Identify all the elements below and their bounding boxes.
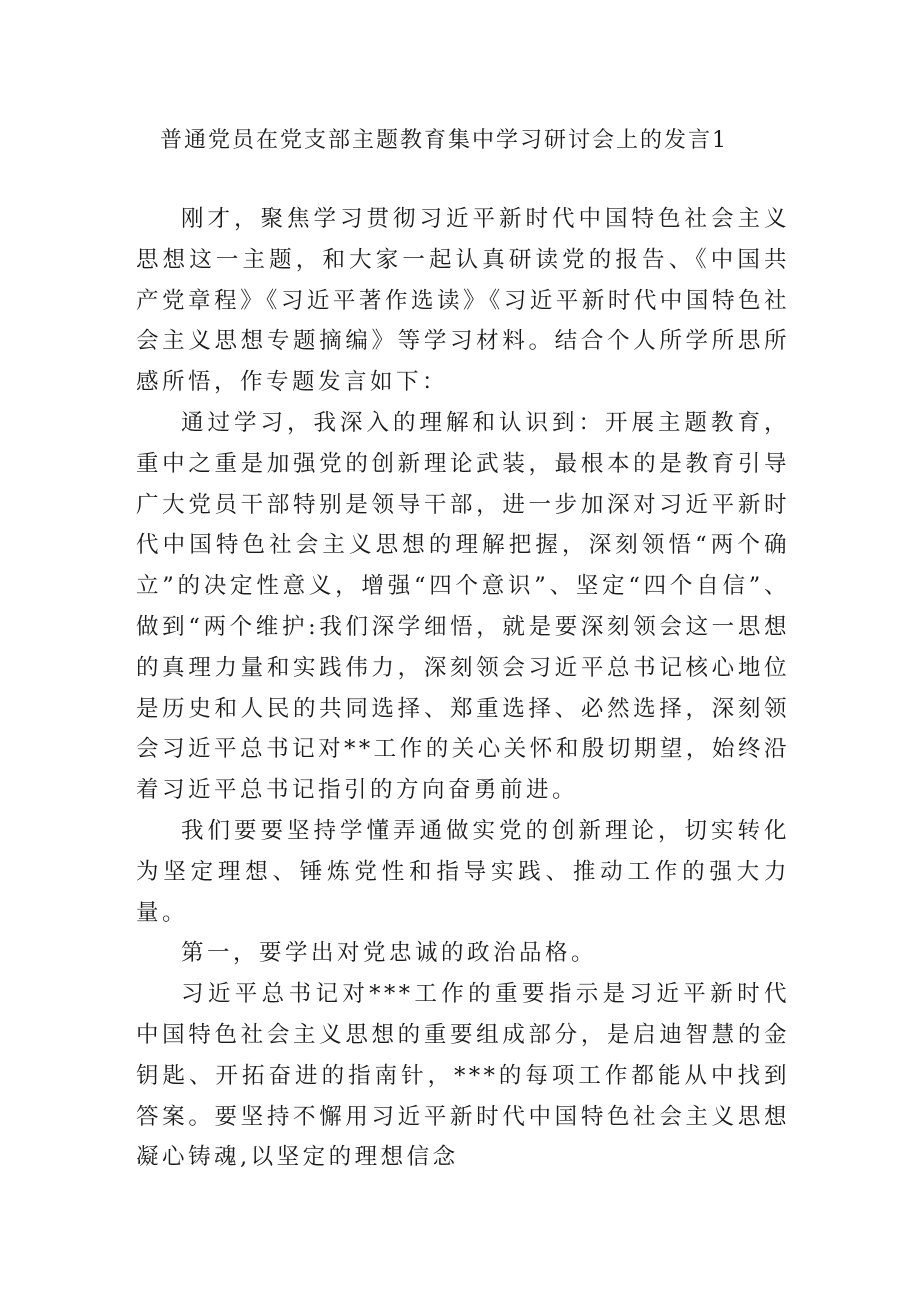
paragraph-commitment: 我们要要坚持学懂弄通做实党的创新理论，切实转化为坚定理想、锤炼党性和指导实践、推动工作的强大力量。	[136, 817, 790, 926]
paragraph-understanding: 通过学习，我深入的理解和认识到：开展主题教育，重中之重是加强党的创新理论武装，最根本的是教育引导广大党员干部特别是领导干部，进一步加深对习近平新时代中国特色社会主义思想的理解把握，深刻领悟“两个确立”的决定性意义，增强“四个意识”、坚定“四个自信”、做到“两个维护:我们深学细悟，就是要深刻领会这一思想的真理力量和实践伟力，深刻领会习近平总书记核心地位是历史和人民的共同选择、郑重选择、必然选择，深刻领会习近平总书记对**工作的关心关怀和殷切期望，始终沿着习近平总书记指引的方向奋勇前进。	[136, 409, 790, 804]
paragraph-instructions: 习近平总书记对***工作的重要指示是习近平新时代中国特色社会主义思想的重要组成部分，是启迪智慧的金钥匙、开拓奋进的指南针，***的每项工作都能从中找到答案。要坚持不懈用习近平新时代中国特色社会主义思想凝心铸魂,以坚定的理想信念	[136, 981, 790, 1171]
paragraph-section-heading: 第一，要学出对党忠诚的政治品格。	[181, 940, 598, 967]
paragraph-intro: 刚才，聚焦学习贯彻习近平新时代中国特色社会主义思想这一主题，和大家一起认真研读党的报告、《中国共产党章程》《习近平著作选读》《习近平新时代中国特色社会主义思想专题摘编》等学习材料。结合个人所学所思所感所悟，作专题发言如下：	[136, 206, 790, 396]
document-title: 普通党员在党支部主题教育集中学习研讨会上的发言1	[160, 128, 728, 153]
document-body	[136, 199, 790, 1178]
